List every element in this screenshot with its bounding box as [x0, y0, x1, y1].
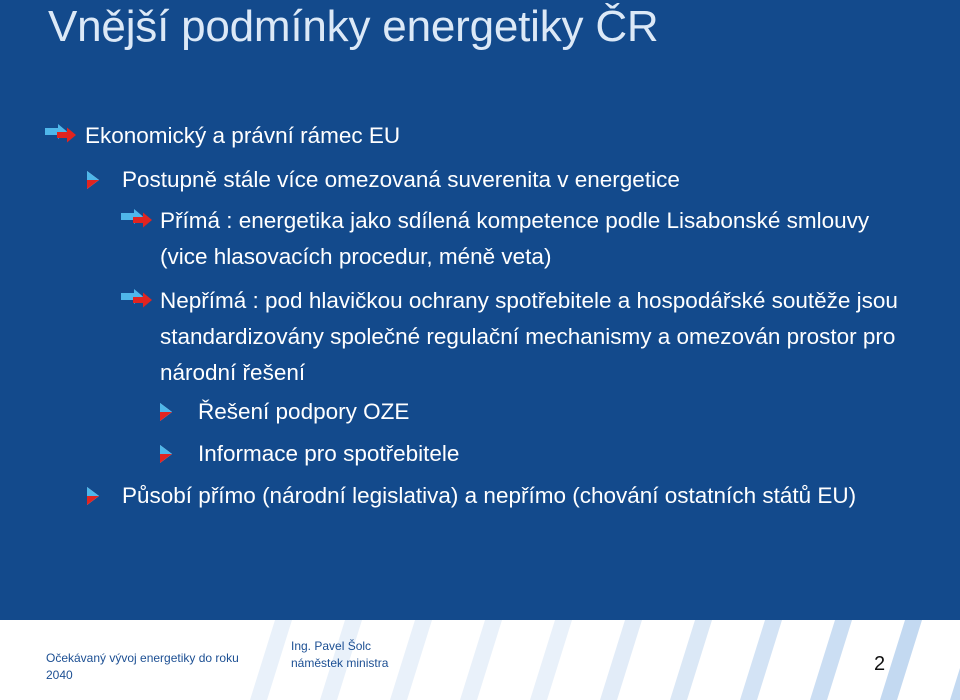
- presentation-title: Očekávaný vývoj energetiky do roku 2040: [46, 651, 239, 682]
- author-name: Ing. Pavel Šolc: [291, 639, 372, 653]
- bullet-level2-impact: [84, 478, 894, 514]
- triangle-bullet-icon: [84, 162, 104, 198]
- bullet-level4-consumer-info: [157, 436, 459, 472]
- page-number: 2: [874, 653, 886, 675]
- bullet-level1-legal-framework: [44, 118, 400, 154]
- bullet-text: Působí přímo (národní legislativa) a nepřímo (chování ostatních států EU): [122, 483, 857, 508]
- double-arrow-icon: [120, 203, 154, 239]
- bullet-level3-direct: [120, 203, 910, 275]
- bullet-level3-indirect: [120, 283, 910, 391]
- bullet-text: Přímá : energetika jako sdílená kompetence podle Lisabonské smlouvy (vice hlasovacích procedur, méně veta): [160, 208, 870, 269]
- double-arrow-icon: [120, 283, 154, 319]
- bullet-text: Informace pro spotřebitele: [198, 441, 460, 466]
- author-block: [291, 638, 388, 672]
- triangle-bullet-icon: [84, 478, 104, 514]
- slide-footer: [0, 620, 960, 700]
- bullet-text: Ekonomický a právní rámec EU: [85, 123, 401, 148]
- author-role: náměstek ministra: [291, 656, 389, 670]
- slide-title: Vnější podmínky energetiky ČR: [48, 2, 659, 51]
- triangle-bullet-icon: [157, 394, 177, 430]
- bullet-text: Řešení podpory OZE: [198, 399, 410, 424]
- triangle-bullet-icon: [157, 436, 177, 472]
- bullet-text: Postupně stále více omezovaná suverenita v energetice: [122, 167, 680, 192]
- bullet-level4-renewables: [157, 394, 409, 430]
- bullet-text: Nepřímá : pod hlavičkou ochrany spotřebitele a hospodářské soutěže jsou standardizovány společné regulační mechanismy a omezován prostor pro národní řešení: [160, 288, 898, 385]
- double-arrow-icon: [44, 118, 78, 154]
- bullet-level2-sovereignty: [84, 162, 680, 198]
